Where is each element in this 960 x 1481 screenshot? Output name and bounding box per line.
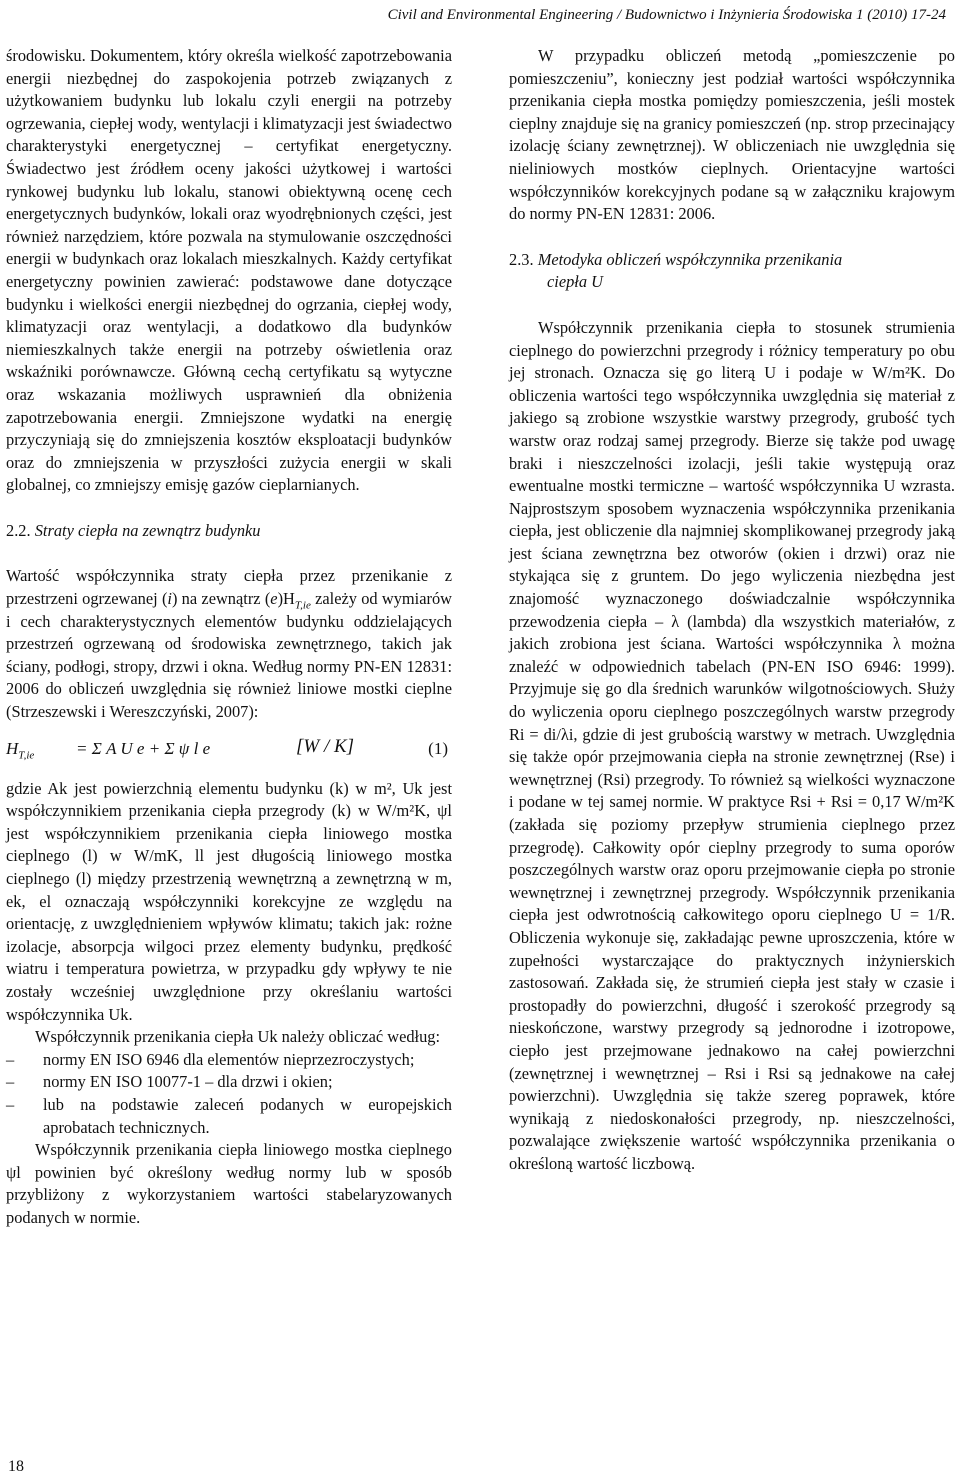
equation-number: (1) — [428, 738, 448, 758]
section-title: Straty ciepła na zewnątrz budynku — [34, 520, 261, 540]
page-number: 18 — [8, 1458, 24, 1475]
right-column — [509, 45, 955, 1176]
paragraph: gdzie Ak jest powierzchnią elementu budynku (k) w m², Uk jest współczynnikiem przenikania ciepła przegrody (k) w W/m²K, ψl jest współczynnikiem przenikania ciepła liniowego mostka cieplnego (l) w W/mK, ll jest długością liniowego mostka cieplnego (l) między przestrzenią wewnętrzną a zewnętrzną w m, ek, el oznaczają współczynniki korekcyjne ze względu na orientację, z uwzględnieniem wpływów klimatu; takich jak: rożne izolacje, absorpcja wilgoci przez elementy budynku, prędkość wiatru i temperatura powietrza, w przypadku gdy wpływy te nie zostały wcześniej uwzględnione przy określaniu wartości współczynnika Uk. — [6, 778, 452, 1024]
list-item: – normy EN ISO 6946 dla elementów nieprzezroczystych; — [6, 1049, 415, 1069]
equation-body: = Σ A U e + Σ ψ l e — [76, 738, 211, 758]
paragraph: Wartość współczynnika straty ciepła przez przenikanie z przestrzeni ogrzewanej (i) na zewnątrz $(e)H_{T,ie}$ zależy od wymiarów i cech charakterystycznych elementów budynku oddzielających przestrzeń ogrzewaną od środowiska zewnętrznego, takich jak ściany, podłogi, stropy, drzwi i okna. Według normy PN-EN 12831: 2006 do obliczeń uwzględnia się również liniowe mostki cieplne (Strzeszewski i Wereszczyński, 2007): — [6, 566, 452, 722]
equation-unit: [W / K] — [296, 735, 355, 757]
paragraph: Współczynnik przenikania ciepła Uk należy obliczać według: — [35, 1027, 441, 1047]
section-heading — [6, 520, 452, 543]
list-item: – lub na podstawie zaleceń podanych w europejskich aprobatach technicznych. — [6, 1094, 452, 1137]
section-number: 2.3. — [509, 249, 534, 269]
list-item: – normy EN ISO 10077-1 – dla drzwi i okien; — [6, 1072, 333, 1092]
section-title: Metodyka obliczeń współczynnika przenikania — [537, 249, 843, 269]
section-title-continued: ciepła U — [547, 272, 603, 292]
left-column — [6, 45, 452, 1230]
section-number: 2.2. — [6, 520, 31, 540]
paragraph: środowisku. Dokumentem, który określa wielkość zapotrzebowania energii niezbędnej do zaspokojenia potrzeb związanych z użytkowaniem budynku lub lokalu czyli energii na potrzeby ogrzewania, ciepłej wody, wentylacji i klimatyzacji jest świadectwo charakterystyki energetycznej – certyfikat energetyczny. Świadectwo jest źródłem oceny jakości użytkowej i wartości rynkowej budynku lub lokalu, stanowi obiektywną ocenę cech energetycznych budynków, lokali oraz wyodrębnionych części, jest również narzędziem, które pozwala na stymulowanie oszczędności energii w budynkach oraz lokalach mieszkalnych. Każdy certyfikat energetyczny powinien zawierać: podstawowe dane dotyczące budynku i wielkości energii niezbędnej do ogrzania, ciepłej wody, klimatyzacji oraz wentylacji, a dodatkowo dla budynków niemieszkalnych także energii na potrzeby oświetlenia oraz wskaźniki porównawcze. Główną cechą certyfikatu są wytyczne oraz wskazania możliwych usprawnień dla obniżenia zapotrzebowania energii. Zmniejszone wydatki na energię przyczyniają się do zmniejszenia kosztów eksploatacji budynków oraz do zmniejszenia w przyszłości zużycia energii w skali globalnej, co zmniejszy emisję gazów cieplarnianych. — [6, 46, 452, 495]
equation-lhs: $H_{T,ie}$ — [6, 738, 35, 762]
paragraph: W przypadku obliczeń metodą „pomieszczenie po pomieszczeniu”, konieczny jest podział wartości współczynnika przenikania ciepła mostka pomiędzy pomieszczenia, jeśli mostek cieplny znajduje się na granicy pomieszczeń (np. strop przecinający izolację ściany zewnętrznej). W obliczeniach nie uwzględnia się nieliniowych mostków cieplnych. Orientacyjne wartości współczynników korekcyjnych podane są w załączniku krajowym do normy PN-EN 12831: 2006. — [509, 46, 955, 224]
paragraph: Współczynnik przenikania ciepła to stosunek strumienia cieplnego do powierzchni przegrody i różnicy temperatury po obu jej stronach. Oznacza się go literą U i podaje w W/m²K. Do obliczenia wartości tego współczynnika uwzględnia się materiał z jakiego są zrobione wszystkie warstwy przegrody, grubość tych warstw oraz rodzaj samej przegrody. Bierze się także pod uwagę braki i nieszczelności izolacji, jeśli takie występują oraz ewentualne mostki termiczne – wartość współczynnika U wzrasta. Najprostszym sposobem wyznaczenia współczynnika przenikania ciepła, jest obliczenie dla najmniej skomplikowanej przegrody jaką jest ściana zewnętrzna bez otworów (okien i drzwi) oraz nie stykająca się z gruntem. Do jego wyliczenia niezbędna jest znajomość wyznaczonego doświadczalnie współczynnika przewodzenia ciepła – λ (lambda) dla wszystkich materiałów, z jakich zrobiona jest ściana. Wartości współczynnika λ można znaleźć w odpowiednich tabelach (PN-EN ISO 6946: 1999). Przyjmuje się go dla średnich warunków wilgotnościowych. Służy do wyliczenia oporu cieplnego poszczególnych warstw przegrody Ri = di/λi, gdzie di jest grubością warstwy w metrach. Uwzględnia się także opór przejmowania ciepła na stronie zewnętrznej (Rse) i wewnętrznej (Rsi) przegrody. To również są wielkości wyznaczone i podane w tej samej normie. W praktyce Rsi + Rsi = 0,17 W/m²K (zakłada się poziomy przepływ strumienia cieplnego przez przegrodę). Całkowity opór cieplny przegrody to suma oporów poszczególnych warstw oraz oporu przejmowanie ciepła po stronie wewnętrznej i zewnętrznej przegrody. Współczynnik przenikania ciepła jest odwrotnością całkowitego oporu cieplnego U = 1/R. Obliczenia wykonuje się, zakładając pewne uproszczenia, które w zupełności wystarczające do praktycznych inżynierskich zastosowań. Zakłada się, że strumień ciepła jest stały w czasie i prostopadły do powierzchni, długość i szerokość przegrody są nieskończone, warstwy przegrody są jednorodne i izotropowe, ciepło jest przejmowane jednakowo na całej powierzchni (zewnętrznej i wewnętrznej – Rsi i Rsi są jednakowe na całej powierzchni). Uwzględnia się także szereg poprawek, które wynikają z niedoskonałości przegrody, np. nieszczelności, pozwalające zwiększenie wartość współczynnika przenikania o określoną wartość liczbową. — [509, 317, 955, 1173]
bullet-list — [6, 1049, 452, 1139]
paragraph: Współczynnik przenikania ciepła liniowego mostka cieplnego ψl powinien być określony według normy lub w sposób przybliżony z wykorzystaniem wartości stabelaryzowanych podanych w normie. — [6, 1140, 452, 1227]
equation-1 — [6, 732, 452, 772]
section-heading — [509, 249, 955, 294]
running-header: Civil and Environmental Engineering / Budownictwo i Inżynieria Środowiska 1 (2010) 17-24 — [387, 7, 946, 23]
